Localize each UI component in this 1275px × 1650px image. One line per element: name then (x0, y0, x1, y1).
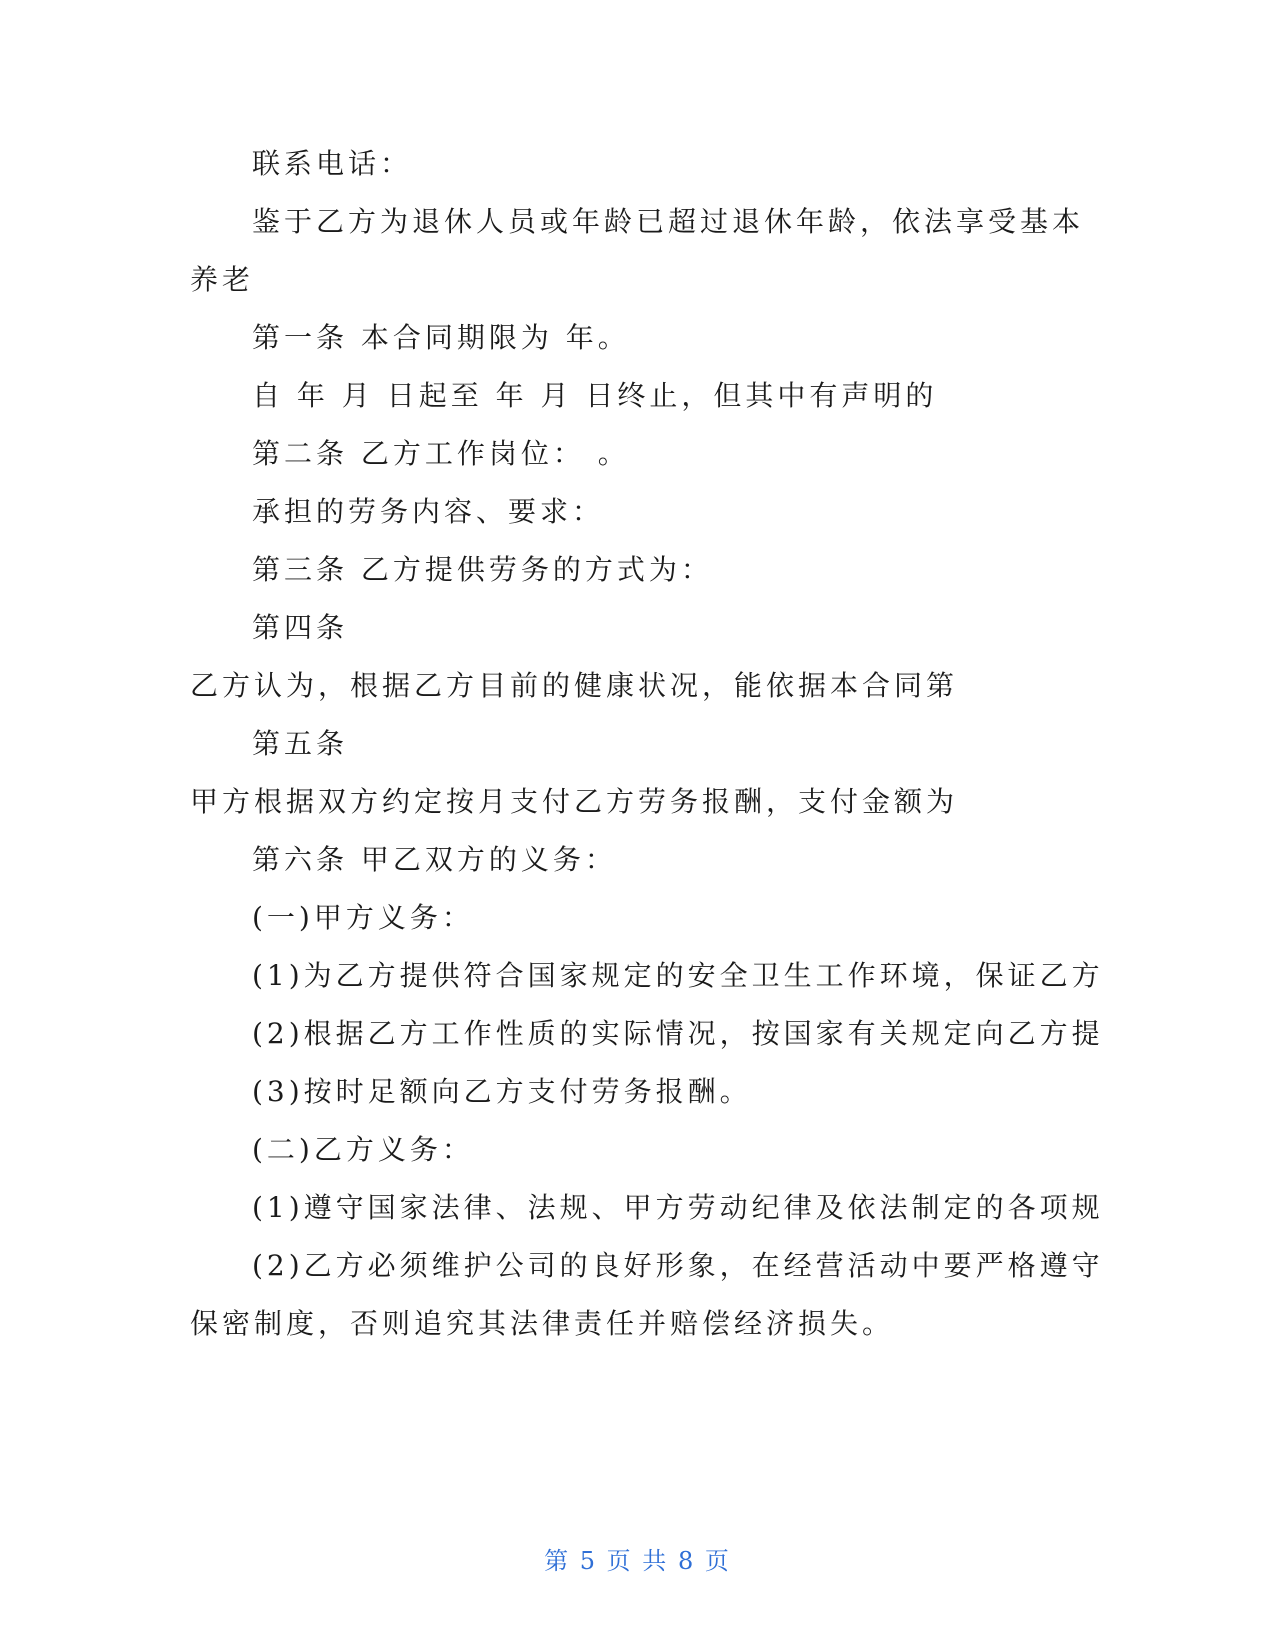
party-b-obligations-heading: (二)乙方义务： (252, 1133, 474, 1166)
article-5-body: 甲方根据双方约定按月支付乙方劳务报酬，支付金额为 (190, 785, 959, 818)
article-3: 第三条 乙方提供劳务的方式为： (252, 553, 713, 586)
party-b-obligation-2-cont: 保密制度，否则追究其法律责任并赔偿经济损失。 (190, 1307, 895, 1340)
article-4-body: 乙方认为，根据乙方目前的健康状况，能依据本合同第 (190, 669, 959, 702)
party-a-obligation-3: (3)按时足额向乙方支付劳务报酬。 (252, 1075, 752, 1108)
party-a-obligation-1: (1)为乙方提供符合国家规定的安全卫生工作环境，保证乙方 (252, 959, 1104, 992)
party-b-obligation-1: (1)遵守国家法律、法规、甲方劳动纪律及依法制定的各项规 (252, 1191, 1104, 1224)
article-5-heading: 第五条 (252, 727, 349, 760)
preamble-line-1: 鉴于乙方为退休人员或年龄已超过退休年龄，依法享受基本 (252, 205, 1085, 238)
article-2-content: 承担的劳务内容、要求： (252, 495, 605, 528)
party-a-obligation-2: (2)根据乙方工作性质的实际情况，按国家有关规定向乙方提 (252, 1017, 1104, 1050)
page-number-footer: 第 5 页 共 8 页 (544, 1547, 731, 1575)
preamble-line-2: 养老 (190, 263, 255, 296)
article-1: 第一条 本合同期限为 年。 (252, 321, 630, 354)
article-4-heading: 第四条 (252, 611, 349, 644)
party-b-obligation-2: (2)乙方必须维护公司的良好形象，在经营活动中要严格遵守 (252, 1249, 1104, 1282)
party-a-obligations-heading: (一)甲方义务： (252, 901, 474, 934)
contact-phone-line: 联系电话： (252, 147, 413, 180)
article-1-term: 自 年 月 日起至 年 月 日终止，但其中有声明的 (252, 379, 938, 412)
article-2: 第二条 乙方工作岗位： 。 (252, 437, 630, 470)
article-6: 第六条 甲乙双方的义务： (252, 843, 617, 876)
